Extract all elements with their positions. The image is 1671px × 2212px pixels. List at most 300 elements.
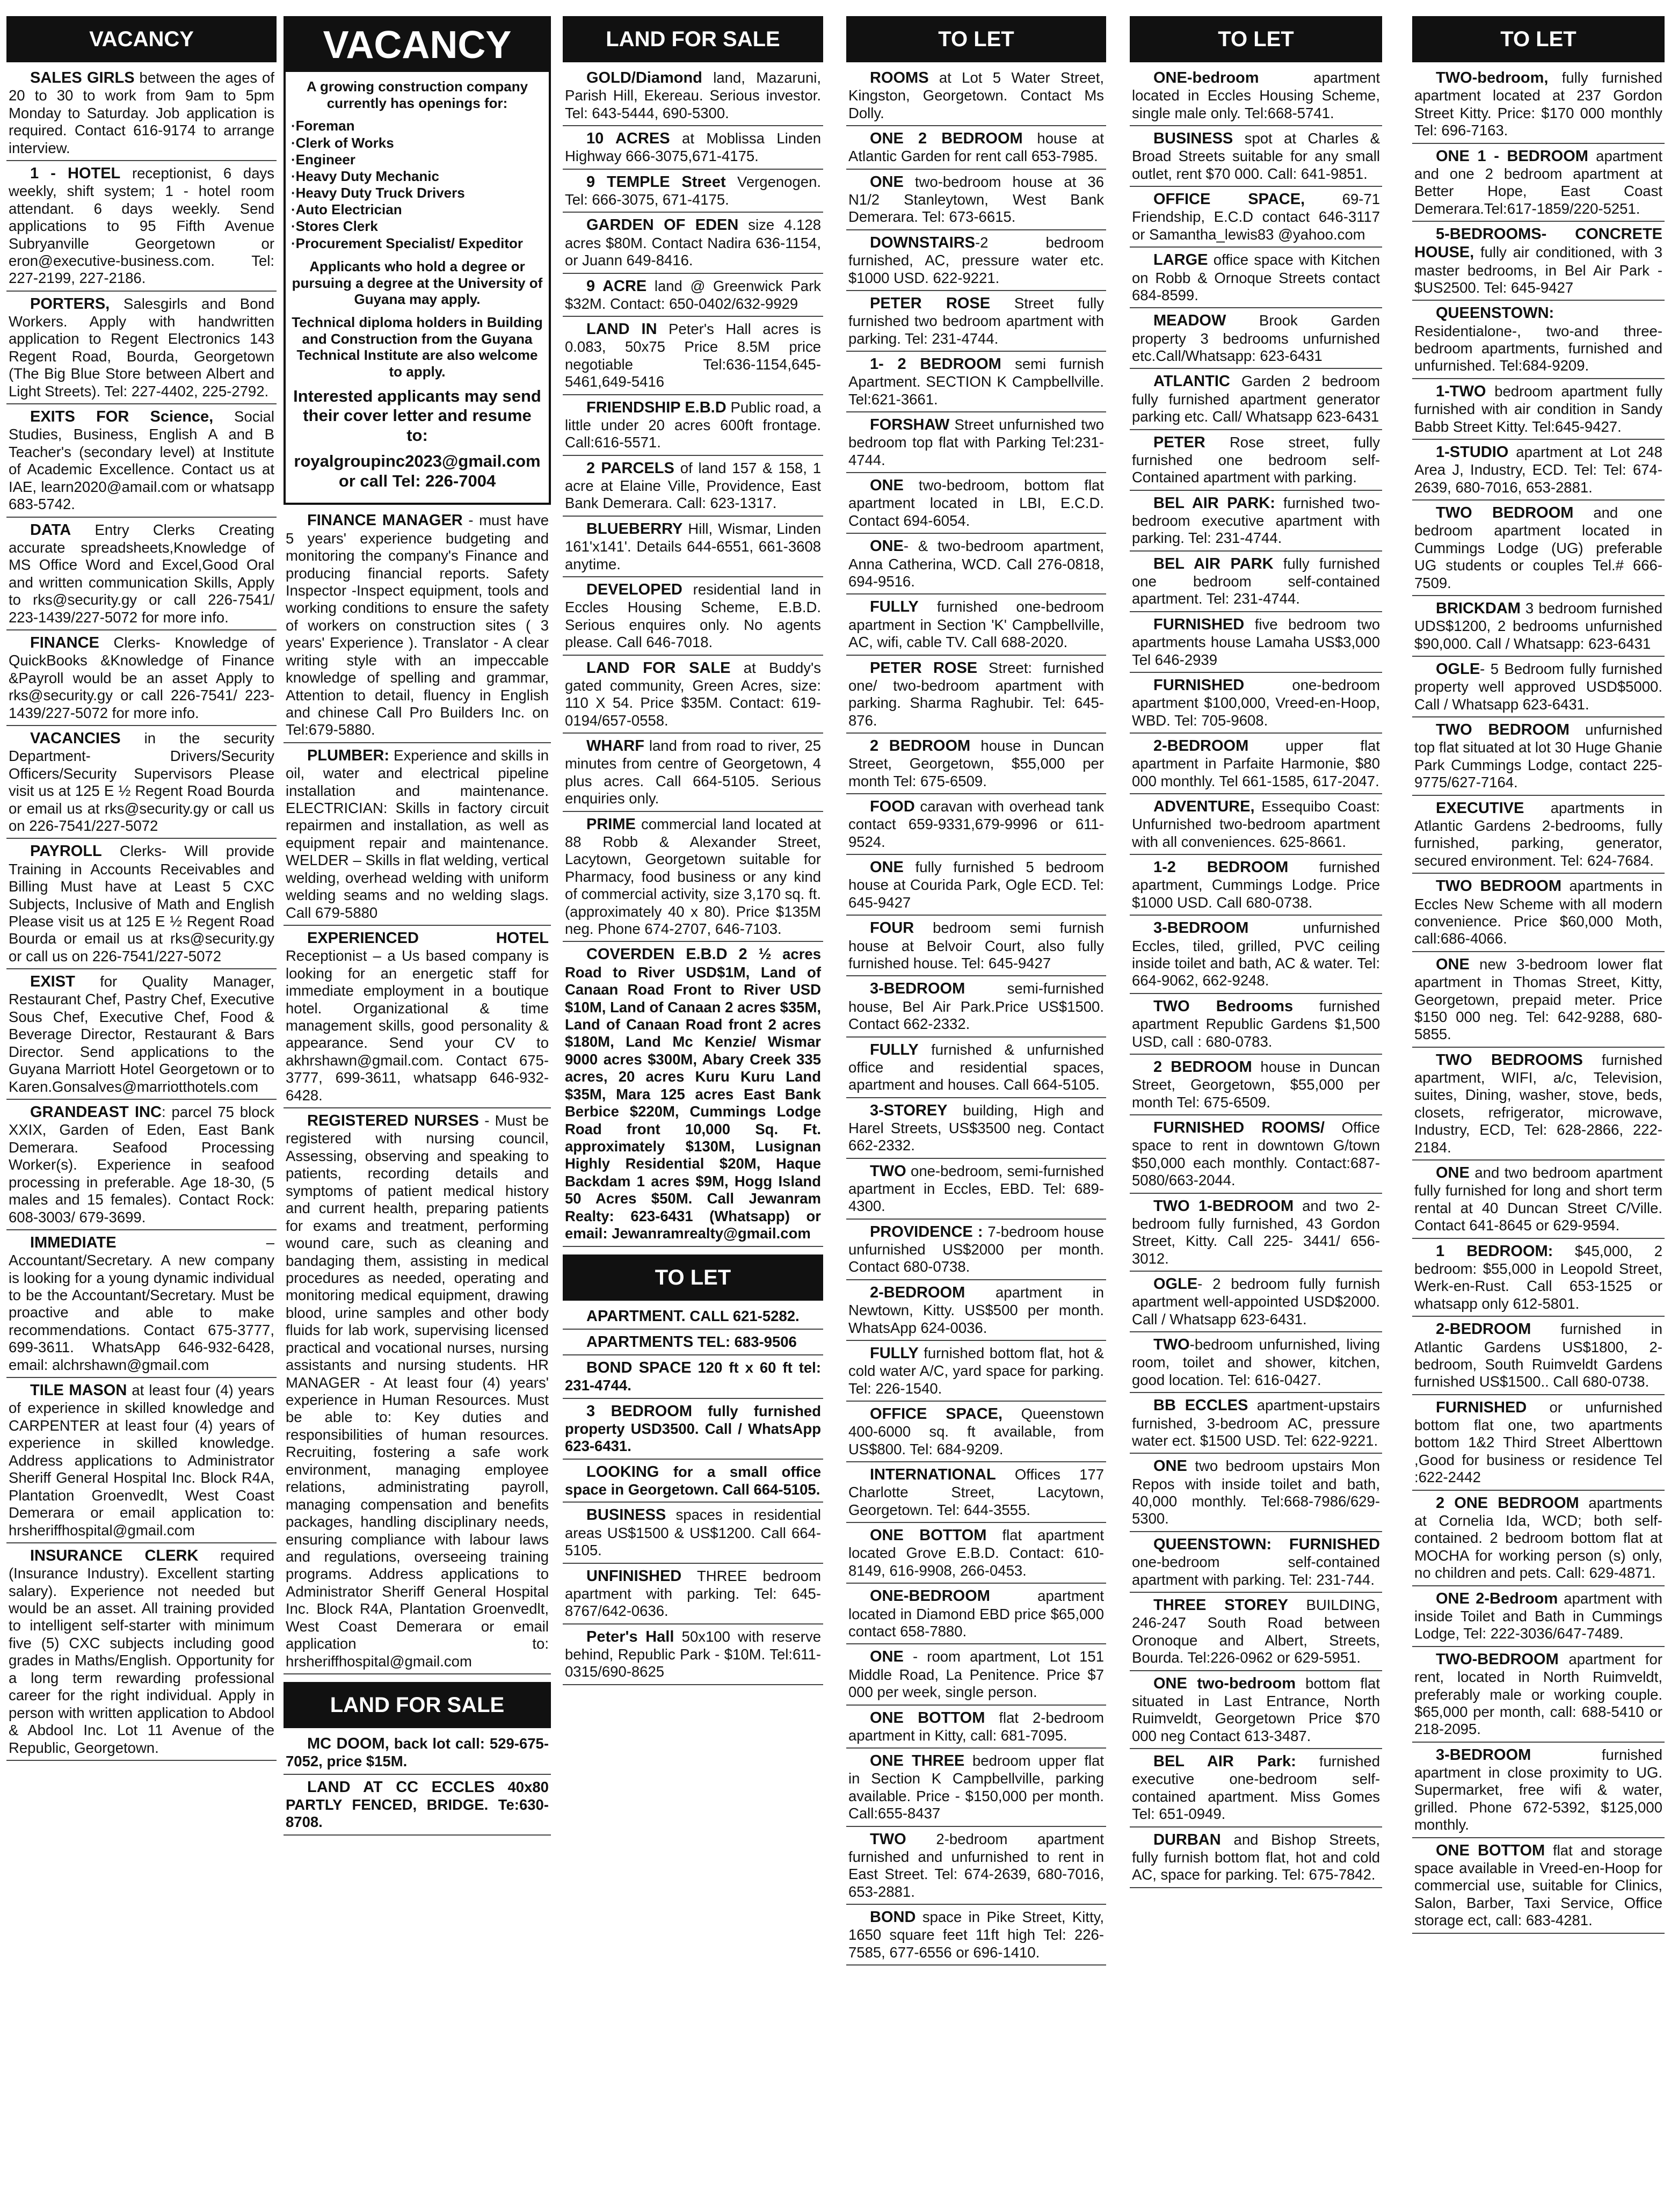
position-item: ·Heavy Duty Truck Drivers <box>291 185 465 201</box>
ad-text: furnished in Atlantic Gardens US$1800, 2-bedroom, South Ruimveldt Gardens furnished US$1500.. Call 680-0738. <box>1414 1321 1662 1390</box>
classified-ad <box>1130 855 1382 916</box>
ad-text: upper flat apartment in Parfaite Harmonie, $80 000 monthly. Tel 661-1585, 617-2047. <box>1132 737 1380 789</box>
ad-keyword: FULLY <box>870 598 919 616</box>
ad-text: flat apartment located Grove E.B.D. Contact: 610-8149, 616-9908, 266-0453. <box>848 1527 1104 1579</box>
ad-text: Clerks- Will provide Training in Accounts Receivables and Billing Must have at Least 5 CXC Subjects, Inclusive of Math and English Please visit us at 125 E ½ Regent Road Bourda or email us at rks@security.gy or call us on 226-7541/227-5072 <box>9 843 274 964</box>
ad-keyword: TWO <box>1153 1336 1190 1354</box>
ad-text: and two 2-bedroom fully furnished, 43 Gordon Street, Kitty. Call 225- 3441/ 656-3012. <box>1132 1197 1380 1267</box>
classified-ad <box>846 734 1106 794</box>
ad-keyword: UNFINISHED <box>586 1567 682 1585</box>
box-paragraph: Technical diploma holders in Building and Construction from the Guyana Technical Institute are also welcome to apply. <box>292 314 543 380</box>
ad-keyword: PETER ROSE <box>870 659 978 677</box>
classified-ad <box>284 1731 551 1775</box>
classified-ad <box>563 1355 823 1399</box>
vacancy-box-ad <box>284 16 551 505</box>
classified-ad <box>846 1341 1106 1402</box>
classified-ad <box>563 126 823 170</box>
classified-ad <box>1130 430 1382 491</box>
ad-text: bottom flat situated in Last Entrance, North Ruimveldt, Georgetown Price $70 000 neg Contact 613-3487. <box>1132 1674 1380 1744</box>
classified-ad <box>1130 1593 1382 1671</box>
column-4 <box>846 16 1106 2201</box>
classified-ad <box>846 534 1106 594</box>
ad-text: spaces in residential areas US$1500 & US$1200. Call 664-5105. <box>565 1506 821 1559</box>
classified-ad <box>1412 1317 1665 1395</box>
position-item: ·Auto Electrician <box>291 201 402 218</box>
section-header: TO LET <box>1130 16 1382 62</box>
classified-ad <box>563 942 823 1246</box>
ad-text: two bedroom upstairs Mon Repos with inside toilet and bath, 40,000 monthly. Tel:668-7986/629-5300. <box>1132 1457 1380 1527</box>
ad-keyword: EXECUTIVE <box>1436 799 1524 817</box>
ad-keyword: TWO BEDROOM <box>1436 877 1562 895</box>
ad-text: furnished apartment Republic Gardens $1,500 USD, call : 680-0783. <box>1132 997 1380 1050</box>
ad-keyword: 2 ONE BEDROOM <box>1436 1494 1579 1512</box>
ad-text: spot at Charles & Broad Streets suitable for any small outlet, rent $70 000. Call: 641-9851. <box>1132 130 1380 182</box>
ad-keyword: FURNISHED <box>1436 1398 1527 1416</box>
classified-ad <box>846 1523 1106 1584</box>
ad-keyword: ONE THREE <box>870 1752 965 1770</box>
ad-text: of land 157 & 158, 1 acre at Elaine Ville, Providence, East Bank Demerara. Call: 623-1317. <box>565 459 822 512</box>
ad-keyword: ONE BOTTOM <box>1436 1841 1545 1859</box>
ad-text: Street fully furnished two bedroom apartment with parking. Tel: 231-4744. <box>848 294 1104 347</box>
classified-ad <box>563 1460 823 1503</box>
ad-keyword: THREE STOREY <box>1153 1597 1288 1614</box>
ad-keyword: TWO-bedroom, <box>1436 69 1549 86</box>
classified-ad <box>1412 379 1665 440</box>
ad-keyword: EXITS FOR Science, <box>30 408 214 426</box>
classified-ad <box>1412 501 1665 596</box>
classified-ad <box>846 794 1106 855</box>
position-item: ·Procurement Specialist/ Expeditor <box>291 235 524 251</box>
ad-text: $45,000, 2 bedroom: $55,000 in Leopold Street, Werk-en-Rust. Call 653-1525 or whatsapp only 612-5801. <box>1414 1242 1662 1312</box>
ad-text: Residentialone-, two-and three-bedroom apartments, furnished and unfurnished. Tel:684-9209. <box>1414 322 1662 374</box>
section-header: TO LET <box>563 1254 823 1301</box>
ad-text: acres Road to River USD$1M, Land of Canaan Road Front to River USD $10M, Land of Canaan 2 acres $35M, Land of Canaan Road front 2 acres $180M, Land Mc Kenzie/ Wismar 9000 acres $300M, Abary Creek 335 acres, 20 acres Kuru Kuru Land $35M, Mara 125 acres East Bank Berbice $220M, Cummings Lodge Road front 10,000 Sq. Ft. approximately $130M, Lusignan Highly Residential $20M, Haque Backdam 1 acres $9M, Hogg Island 50 Acres $50M. Call Jewanram Realty: 623-6431 (Whatsapp) or email: Jewanramrealty@gmail.com <box>565 946 821 1242</box>
classified-ad <box>284 743 551 926</box>
classified-ad <box>846 291 1106 352</box>
classified-ad <box>1130 994 1382 1055</box>
ad-keyword: REGISTERED NURSES <box>307 1112 479 1130</box>
ad-keyword: FOUR <box>870 919 914 937</box>
classified-ad <box>563 656 823 734</box>
ad-keyword: QUEENSTOWN: FURNISHED <box>1153 1535 1380 1553</box>
ad-text: apartments at Cornelia Ida, WCD; both self-contained. 2 bedroom bottom flat at MOCHA for working person (s) only, no children and pets. Call: 629-4871. <box>1414 1494 1662 1582</box>
ad-keyword: BUSINESS <box>1153 130 1233 148</box>
ad-keyword: 10 ACRES <box>586 130 670 148</box>
ad-keyword: 2-BEDROOM <box>870 1283 965 1301</box>
classified-ad <box>563 1330 823 1355</box>
column-2 <box>284 16 551 2201</box>
ad-text: for a small office space in Georgetown. Call 664-5105. <box>565 1463 821 1498</box>
classified-ad <box>1130 66 1382 126</box>
ad-text: space in Pike Street, Kitty, 1650 square feet 11ft high Tel: 226-7585, 677-6556 or 696-1410. <box>848 1909 1104 1961</box>
classified-ad <box>563 66 823 126</box>
ad-keyword: 3-STOREY <box>870 1101 948 1119</box>
ad-keyword: TWO <box>870 1162 906 1180</box>
ad-keyword: COVERDEN E.B.D 2 ½ <box>586 946 772 963</box>
ad-keyword: ONE-BEDROOM <box>870 1587 990 1605</box>
ad-keyword: ONE <box>870 1648 904 1666</box>
classified-ad <box>1412 1491 1665 1586</box>
ad-keyword: 9 TEMPLE Street <box>586 173 726 191</box>
ad-text: for Quality Manager, Restaurant Chef, Pastry Chef, Executive Sous Chef, Executive Chef, Food & Beverage Director, Restaurant & Bars Director. Send applications to the Guyana Marriott Hotel Georgetown or to Karen.Gonsalves@marriotthotels.com <box>9 973 274 1095</box>
ad-keyword: DEVELOPED <box>586 581 682 598</box>
ad-keyword: ONE BOTTOM <box>870 1527 987 1544</box>
ad-text: at least four (4) years of experience in skilled knowledge and CARPENTER at least four (4) years of experience in skilled knowledge. Address applications to Administrator Sheriff General Hospital Inc. Block R4A, Plantation Groenvedlt, West Coast Demerara or email application to: hrsheriffhospital@gmail.com <box>9 1382 274 1539</box>
box-contact: royalgroupinc2023@gmail.com or call Tel: 226-7004 <box>294 452 541 490</box>
ad-keyword: BOND <box>870 1909 916 1926</box>
ad-text: - 5 Bedroom fully furnished property well approved USD$5000. Call / Whatsapp 623-6431. <box>1414 661 1662 713</box>
classified-ad <box>846 1462 1106 1523</box>
ad-text: Rose street, fully furnished one bedroom self-Contained apartment with parking. <box>1132 433 1380 486</box>
classified-ad <box>6 630 277 726</box>
ad-text: 50x100 with reserve behind, Republic Park - $10M. Tel:611-0315/690-8625 <box>565 1628 821 1680</box>
position-item: ·Engineer <box>291 151 355 168</box>
classified-ad <box>1412 1161 1665 1239</box>
ad-keyword: ONE <box>870 173 904 191</box>
classified-ad <box>1412 144 1665 222</box>
classified-ad <box>1130 1827 1382 1888</box>
ad-text: Offices 177 Charlotte Street, Lacytown, Georgetown. Tel: 644-3555. <box>848 1466 1104 1518</box>
classified-ad <box>846 976 1106 1037</box>
classified-ad <box>846 1905 1106 1966</box>
ad-keyword: WHARF <box>586 737 644 755</box>
ad-keyword: PETER ROSE <box>870 294 991 312</box>
classified-ad <box>6 518 277 630</box>
classified-ad <box>563 274 823 317</box>
section-header: TO LET <box>1412 16 1665 62</box>
ad-text: land, Mazaruni, Parish Hill, Ekereau. Serious investor. Tel: 643-5444, 690-5300. <box>565 69 821 121</box>
ad-keyword: TWO-BEDROOM <box>1436 1650 1559 1668</box>
ad-keyword: ONE BOTTOM <box>870 1709 985 1727</box>
ad-text: two-bedroom, bottom flat apartment located in LBI, E.C.D. Contact 694-6054. <box>848 477 1104 529</box>
classified-ad <box>6 839 277 969</box>
classified-ad <box>1130 1272 1382 1332</box>
classified-ad <box>846 1706 1106 1749</box>
ad-text: THREE bedroom apartment with parking. Tel: 645-8767/642-0636. <box>565 1567 821 1620</box>
ad-text: one-bedroom apartment $100,000, Vreed-en-Hoop, WBD. Tel: 705-9608. <box>1132 676 1380 729</box>
ad-keyword: 1-STUDIO <box>1436 444 1509 461</box>
classified-ad <box>1130 369 1382 430</box>
ad-keyword: ONE two-bedroom <box>1153 1674 1296 1692</box>
ad-keyword: PETER <box>1153 433 1205 451</box>
ad-keyword: 3-BEDROOM <box>1153 919 1249 937</box>
classified-ad <box>1130 734 1382 794</box>
classified-ad <box>1412 301 1665 379</box>
ad-text: -2 bedroom furnished, AC, pressure water etc. $1000 USD. 622-9221. <box>848 234 1104 286</box>
ad-text: fully furnished 5 bedroom house at Courida Park, Ogle ECD. Tel: 645-9427 <box>848 859 1104 911</box>
ad-text: bedroom upper flat in Section K Campbellville, parking available. Price - $150,000 per month. Call:655-8437 <box>848 1752 1105 1822</box>
ad-text: fully furnished apartment located at 237 Gordon Street Kitty. Price: $170 000 monthly Tel: 696-7163. <box>1414 69 1662 139</box>
classified-ad <box>563 734 823 812</box>
ad-text: house in Duncan Street, Georgetown, $55,000 per month Tel: 675-6509. <box>1132 1058 1380 1111</box>
ad-keyword: ONE <box>1436 955 1470 973</box>
classified-ad <box>563 317 823 395</box>
ad-keyword: PROVIDENCE : <box>870 1223 983 1241</box>
ad-text: flat and storage space available in Vreed-en-Hoop for commercial use, suitable for Clinics, Salon, Barber, Taxi Service, Office storage ect, call: 683-4281. <box>1414 1841 1662 1929</box>
ad-text: Office space to rent in downtown G/town $50,000 each monthly. Contact:687-5080/663-2044. <box>1132 1119 1380 1189</box>
ad-text: Experience and skills in oil, water and electrical pipeline installation and maintenance. ELECTRICIAN: Skills in factory circuit repairmen and installation, as well as equipment repair and maintenance. WELDER – Skills in flat welding, vertical welding, overhead welding with uniform welding seams and no welding slags. Call 679-5880 <box>286 746 549 921</box>
ad-keyword: INSURANCE CLERK <box>30 1547 199 1564</box>
ad-keyword: 2 PARCELS <box>586 459 674 477</box>
classified-ad <box>1412 1743 1665 1838</box>
ad-keyword: LAND FOR SALE <box>586 659 731 677</box>
ad-text: house in Duncan Street, Georgetown, $55,000 per month Tel: 675-6509. <box>848 737 1104 789</box>
classified-ad <box>1130 916 1382 994</box>
ad-keyword: PRIME <box>586 815 636 833</box>
ad-text: Garden 2 bedroom fully furnished apartment generator parking etc. Call/ Whatsapp 623-6431 <box>1132 373 1380 425</box>
ad-keyword: GOLD/Diamond <box>586 69 702 86</box>
classified-ad <box>1130 1532 1382 1593</box>
classified-ad <box>6 1100 277 1230</box>
classified-ad <box>563 1399 823 1460</box>
ad-text: furnished executive one-bedroom self-contained apartment. Miss Gomes Tel: 651-0949. <box>1132 1753 1380 1823</box>
ad-text: BUILDING, 246-247 South Road between Oronoque and Albert, Streets, Bourda. Tel:226-0962 or 629-5951. <box>1132 1597 1381 1666</box>
ad-text: size 4.128 acres $80M. Contact Nadira 636-1154, or Juann 649-8416. <box>565 216 821 269</box>
ad-text: one-bedroom self-contained apartment with parking. Tel: 231-744. <box>1132 1554 1380 1588</box>
ad-keyword: BEL AIR Park: <box>1153 1753 1296 1771</box>
classified-ad <box>846 1159 1106 1220</box>
classified-ad <box>1130 187 1382 248</box>
classified-ad <box>563 213 823 273</box>
section-header: VACANCY <box>6 16 277 62</box>
ad-keyword: EXIST <box>30 973 75 991</box>
ad-text: land from road to river, 25 minutes from centre of Georgetown, 4 plus acres. Call 664-5105. Serious enquiries only. <box>565 737 821 807</box>
ad-keyword: EXPERIENCED HOTEL <box>307 930 549 947</box>
ad-keyword: SALES GIRLS <box>30 69 135 86</box>
classified-ad <box>6 292 277 404</box>
ad-text: at Moblissa Linden Highway 666-3075,671-4175. <box>565 130 821 165</box>
ad-keyword: ROOMS <box>870 69 929 86</box>
classified-ad <box>1130 794 1382 855</box>
ad-keyword: 1 - HOTEL <box>30 164 121 182</box>
ad-text: and one bedroom apartment located in Cummings Lodge (UG) preferable UG students or couples Tel.# 666-7509. <box>1414 504 1662 591</box>
ad-text: - must have 5 years' experience budgeting and monitoring the company's Finance and producing financial reports. Safety Inspector -Inspect equipment, tools and working conditions to ensure the safety of workers on construction sites ( 3 years' Experience ). Translator - A clear writing style with an impeccable knowledge of spelling and grammar, Attention to detail, fluency in English and chinese Call Pro Builders Inc. on Tel:679-5880. <box>286 512 549 738</box>
ad-keyword: BEL AIR PARK <box>1153 555 1274 572</box>
ad-text: Street: furnished one/ two-bedroom apartment with parking. Sharma Raghubir. Tel: 645-876. <box>848 659 1105 729</box>
ad-text: receptionist, 6 days weekly, shift system; 1 - hotel room attendant. 6 days weekly. Send applications to 95 Fifth Avenue Subryanville Georgetown or eron@executive-business.com. Tel: 227-2199, 227-2186. <box>9 164 275 287</box>
ad-text: fully furnished one bedroom self-contained apartment. Tel: 231-4744. <box>1132 555 1380 607</box>
ad-text: Street unfurnished two bedroom top flat with Parking Tel:231-4744. <box>848 416 1104 468</box>
ad-keyword: 1- 2 BEDROOM <box>870 356 1001 373</box>
box-intro: A growing construction company currently has openings for: <box>306 78 528 111</box>
ad-text: furnished apartment, Cummings Lodge. Price $1000 USD. Call 680-0738. <box>1132 859 1380 911</box>
ad-text: furnished apartment in close proximity to UG. Supermarket, free wifi & water, grilled. Phone 672-5392, $125,000 monthly. <box>1414 1746 1662 1833</box>
ad-keyword: 2 BEDROOM <box>1153 1058 1252 1076</box>
ad-text: furnished one-bedroom apartment in Section 'K' Campbellville, AC, wifi, cable TV. Call 688-2020. <box>848 598 1104 651</box>
ad-keyword: 2 BEDROOM <box>870 737 971 755</box>
classified-ad <box>846 1584 1106 1644</box>
classified-ad <box>846 1644 1106 1705</box>
ad-text: two-bedroom house at 36 N1/2 Stanleytown, West Bank Demerara. Tel: 673-6615. <box>848 173 1104 226</box>
classified-ad <box>6 726 277 839</box>
ad-keyword: TWO Bedrooms <box>1153 997 1294 1015</box>
classified-ad <box>1412 222 1665 301</box>
classified-ad <box>1412 874 1665 952</box>
classified-ad <box>284 508 551 743</box>
ad-text: Salesgirls and Bond Workers. Apply with handwritten application to Regent Electronics 143 Regent Road, Bourda, Georgetown (The Big Blue Store between Albert and Light Streets). Tel: 227-4402, 225-2792. <box>9 295 274 400</box>
box-paragraph: Interested applicants may send their cover letter and resume to: <box>293 386 541 445</box>
classified-ad <box>1130 491 1382 552</box>
classified-ad <box>846 1280 1106 1341</box>
ad-text: apartment with inside Toilet and Bath in Cummings Lodge, Tel: 222-3036/647-7489. <box>1414 1590 1662 1642</box>
ad-text: furnished bottom flat, hot & cold water A/C, yard space for parking. Tel: 226-1540. <box>848 1344 1104 1397</box>
ad-text: 2-bedroom apartment furnished and unfurnished to rent in East Street. Tel: 674-2639, 680-7016, 653-2881. <box>848 1830 1104 1900</box>
ad-keyword: 3-BEDROOM <box>870 980 965 998</box>
classified-ad <box>1412 952 1665 1048</box>
ad-keyword: TILE MASON <box>30 1382 127 1399</box>
ad-keyword: ONE 2-Bedroom <box>1436 1590 1558 1607</box>
ad-text: house at Atlantic Garden for rent call 653-7985. <box>848 130 1104 165</box>
ad-text: unfurnished top flat situated at lot 30 Huge Ghanie Park Cummings Lodge, contact 225-9775/627-7164. <box>1414 721 1662 791</box>
classified-ad <box>284 1775 551 1836</box>
ad-text: bedroom semi furnish house at Belvoir Court, also fully furnished house. Tel: 645-9427 <box>848 919 1104 971</box>
classified-ad <box>563 1503 823 1563</box>
ad-keyword: ONE <box>870 477 904 495</box>
ad-keyword: APARTMENT. <box>586 1307 686 1325</box>
section-header: TO LET <box>846 16 1106 62</box>
classified-ad <box>846 1220 1106 1280</box>
ad-keyword: BUSINESS <box>586 1506 666 1524</box>
classified-ad <box>6 161 277 292</box>
ad-text: furnished & unfurnished office and residential spaces, apartment and houses. Call 664-5105. <box>848 1041 1104 1093</box>
ad-keyword: 1-2 BEDROOM <box>1153 859 1289 876</box>
ad-text: Brook Garden property 3 bedrooms unfurnished etc.Call/Whatsapp: 623-6431 <box>1132 312 1380 365</box>
box-title: VACANCY <box>286 18 549 72</box>
classified-ad <box>1412 1048 1665 1161</box>
ad-text: furnished apartment, WIFI, a/c, Television, suites, Dining, washer, stove, beds, closets, refrigerator, microwave, Industry, ECD, Tel: 628-2866, 222-2184. <box>1414 1051 1662 1156</box>
classified-ad <box>563 517 823 577</box>
ad-keyword: BLUEBERRY <box>586 520 683 538</box>
ad-keyword: FRIENDSHIP E.B.D <box>586 398 726 416</box>
ad-keyword: ADVENTURE, <box>1153 798 1255 816</box>
classified-ad <box>1130 1115 1382 1194</box>
ad-text: Queenstown 400-6000 sq. ft available, from US$800. Tel: 684-9209. <box>848 1405 1104 1457</box>
ad-keyword: DURBAN <box>1153 1831 1221 1848</box>
classified-ad <box>563 812 823 942</box>
ad-keyword: FINANCE MANAGER <box>307 512 463 530</box>
ad-keyword: LARGE <box>1153 251 1208 269</box>
ad-text: caravan with overhead tank contact 659-9331,679-9996 or 611-9524. <box>848 798 1104 850</box>
classified-ad <box>846 855 1106 916</box>
ad-keyword: DATA <box>30 521 71 539</box>
ad-text: commercial land located at 88 Robb & Alexander Street, Lacytown, Georgetown suitable for Pharmacy, food business or any kind of commercial activity, size 3,170 sq. ft. (approximately 40 x 80). Price $135M neg. Phone 674-2707, 646-7103. <box>565 815 821 937</box>
ad-text: new 3-bedroom lower flat apartment in Thomas Street, Kitty, Georgetown, prepaid meter. Price $150 000 neg. Tel: 642-9288, 680-5855. <box>1414 955 1662 1043</box>
classified-ad <box>846 473 1106 534</box>
ad-keyword: 5-BEDROOMS- CONCRETE HOUSE, <box>1414 226 1662 262</box>
ad-text: building, High and Harel Streets, US$3500 neg. Contact 662-2332. <box>848 1101 1104 1154</box>
ad-text: - & two-bedroom apartment, Anna Catherina, WCD. Call 276-0818, 694-9516. <box>848 538 1104 590</box>
ad-keyword: VACANCIES <box>30 730 121 747</box>
ad-keyword: 3 BEDROOM <box>586 1402 693 1420</box>
classified-ad <box>1130 1332 1382 1393</box>
ad-keyword: LAND IN <box>586 321 657 338</box>
ad-keyword: ONE-bedroom <box>1153 69 1259 86</box>
ad-text: - room apartment, Lot 151 Middle Road, La Penitence. Price $7 000 per week, single person. <box>848 1648 1104 1701</box>
ad-text: between the ages of 20 to 30 to work from 9am to 5pm Monday to Saturday. Job application is required. Contact 616-9174 to arrange interview. <box>9 69 274 156</box>
classified-ad <box>1412 657 1665 717</box>
ad-text: Receptionist – a Us based company is looking for an energetic staff for immediate employment in a boutique hotel. Organizational & time management skills, good personality & appearance. Send your CV to akhrshawn@gmail.com. Contact 675-3777, 699-3611, whatsapp 646-932-6428. <box>286 947 549 1104</box>
ad-text: : parcel 75 block XXIX, Garden of Eden, East Bank Demerara. Seafood Processing Worker(s). Experience in seafood processing in preferable. Age 18-30, (5 males and 15 females). Contact Rock: 608-3003/ 679-3699. <box>9 1104 275 1225</box>
classified-ad <box>846 594 1106 655</box>
classified-ad <box>1130 1194 1382 1272</box>
classified-ad <box>1130 126 1382 187</box>
ad-keyword: MC DOOM, <box>307 1735 389 1752</box>
classified-ad <box>563 1304 823 1330</box>
ad-text: apartment located in Diamond EBD price $65,000 contact 658-7880. <box>848 1587 1104 1640</box>
ad-keyword: DOWNSTAIRS <box>870 234 976 251</box>
ad-text: - 2 bedroom fully furnish apartment well-appointed USD$2000. Call / Whatsapp 623-6431. <box>1132 1275 1380 1328</box>
ad-keyword: TWO BEDROOMS <box>1436 1051 1583 1069</box>
ad-text: bedroom apartment fully furnished with air condition in Sandy Babb Street Kitty. Tel:645-9427. <box>1414 382 1662 435</box>
ad-keyword: GRANDEAST INC <box>30 1104 162 1121</box>
ad-text: residential land in Eccles Housing Scheme, E.B.D. Serious enquires only. No agents please. Call 646-7018. <box>565 581 821 651</box>
ad-text: apartments in Atlantic Gardens 2-bedrooms, fully furnished, parking, generator, secured environment. Tel: 624-7684. <box>1414 799 1662 869</box>
classified-ad <box>6 1378 277 1543</box>
ad-keyword: FULLY <box>870 1041 919 1058</box>
ad-text: furnished two-bedroom executive apartment with parking. Tel: 231-4744. <box>1132 494 1380 547</box>
position-list <box>291 118 543 252</box>
ad-keyword: MEADOW <box>1153 312 1226 330</box>
ad-text: CALL 621-5282. <box>685 1307 800 1324</box>
ad-text: or unfurnished bottom flat one, two apartments bottom 1&2 Third Street Alberttown ,Good for business or residence Tel :622-2442 <box>1414 1398 1662 1486</box>
ad-text: -bedroom unfurnished, living room, toilet and shower, kitchen, good location. Tel: 616-0427. <box>1132 1336 1380 1388</box>
ad-keyword: TWO 1-BEDROOM <box>1153 1197 1294 1215</box>
ad-text: Peter's Hall acres is 0.083, 50x75 Price 8.5M price negotiable Tel:636-1154,645-5461,649-5416 <box>565 321 821 390</box>
ad-text: apartment for rent, located in North Ruimveldt, preferably male or working couple. $65,000 per month, call: 688-5410 or 218-2095. <box>1414 1650 1662 1738</box>
classified-ad <box>6 404 277 517</box>
classified-ad <box>846 1749 1106 1827</box>
ad-keyword: FURNISHED <box>1153 676 1245 694</box>
ad-keyword: 1 BEDROOM: <box>1436 1242 1553 1260</box>
ad-keyword: FOOD <box>870 798 915 816</box>
ad-keyword: OFFICE SPACE, <box>1153 191 1305 208</box>
ad-keyword: 1-TWO <box>1436 382 1486 400</box>
classified-ad <box>1130 612 1382 673</box>
classified-ad <box>1130 552 1382 612</box>
position-item: ·Stores Clerk <box>291 218 378 235</box>
ad-text: 69-71 Friendship, E.C.D contact 646-3117 or Samantha_lewis83 @yahoo.com <box>1132 191 1380 243</box>
classified-ad <box>563 577 823 656</box>
classified-ad <box>563 1564 823 1624</box>
ad-text: apartment and one 2 bedroom apartment at Better Hope, East Coast Demerara.Tel:617-1859/220-5251. <box>1414 147 1662 217</box>
classified-ad <box>846 1402 1106 1462</box>
ad-keyword: FINANCE <box>30 634 99 652</box>
ad-keyword: TWO <box>870 1830 906 1848</box>
classified-ad <box>1412 717 1665 796</box>
classified-ad <box>1412 440 1665 501</box>
classified-ad <box>1130 1055 1382 1115</box>
classified-ad <box>846 412 1106 473</box>
classified-ad <box>563 395 823 456</box>
classified-ad <box>284 1108 551 1674</box>
ad-text: 40x80 PARTLY FENCED, BRIDGE. Te:630-8708. <box>286 1778 549 1831</box>
ad-keyword: Peter's Hall <box>586 1628 674 1645</box>
ad-keyword: IMMEDIATE <box>30 1234 117 1251</box>
ad-text: – Accountant/Secretary. A new company is looking for a young dynamic individual to be the Accountant/Secretary. Must be proactive and able to make recommendations. Contact 675-3777, 699-3611. WhatsApp 646-932-6428, email: alchrshawn@gmail.com <box>9 1234 274 1373</box>
classified-ad <box>846 1827 1106 1905</box>
box-paragraph: Applicants who hold a degree or pursuing a degree at the University of Guyana may apply. <box>292 258 543 308</box>
ad-text: at Lot 5 Water Street, Kingston, Georgetown. Contact Ms Dolly. <box>848 69 1104 121</box>
ad-text: - Must be registered with nursing council, Assessing, observing and speaking to patients, recording details and symptoms of patient medical history and current health, preparing patients for exams and treatment, performing wound care, such as cleaning and bandaging them, assisting in medical procedures as needed, operating and monitoring medical equipment, drawing blood, urine samples and other body fluids for lab work, supervising licensed practical and vocational nurses, nursing assistants and nursing students. HR MANAGER - At least four (4) years' experience in Human Resources. Must be able to: Key duties and responsibilities of human resources. Recruiting, fostering a safe work environment, managing employee relations, administrating payroll, managing compensation and benefits packages, handling disciplinary needs, ensuring compliance with labour laws and regulations, overseeing training programs. Address applications to Administrator Sheriff General Hospital Inc. Block R4A, Plantation Groenvedlt, West Coast Demerara or email application to: hrsheriffhospital@gmail.com <box>286 1112 549 1670</box>
classified-ad <box>846 1098 1106 1159</box>
ad-text: required (Insurance Industry). Excellent starting salary). Experience not needed but would be an asset. All training provided to intelligent self-starter with minimum five (5) CXC subjects including good grades in Maths/English. Opportunity for a long term rewarding professional career for the right individual. Apply in person with written application to Abdool & Abdool Inc. Lot 11 Avenue of the Republic, Georgetown. <box>9 1547 274 1756</box>
ad-keyword: 3-BEDROOM <box>1436 1746 1531 1764</box>
classified-ad <box>846 1038 1106 1098</box>
ad-keyword: ONE <box>1153 1457 1187 1475</box>
ad-text: 3 bedroom furnished UDS$1200, 2 bedrooms unfurnished $90,000. Call / Whatsapp: 623-6431 <box>1414 600 1662 652</box>
ad-text: apartment in Newtown, Kitty. US$500 per month. WhatsApp 624-0036. <box>848 1283 1104 1336</box>
ad-keyword: OFFICE SPACE, <box>870 1405 1003 1423</box>
